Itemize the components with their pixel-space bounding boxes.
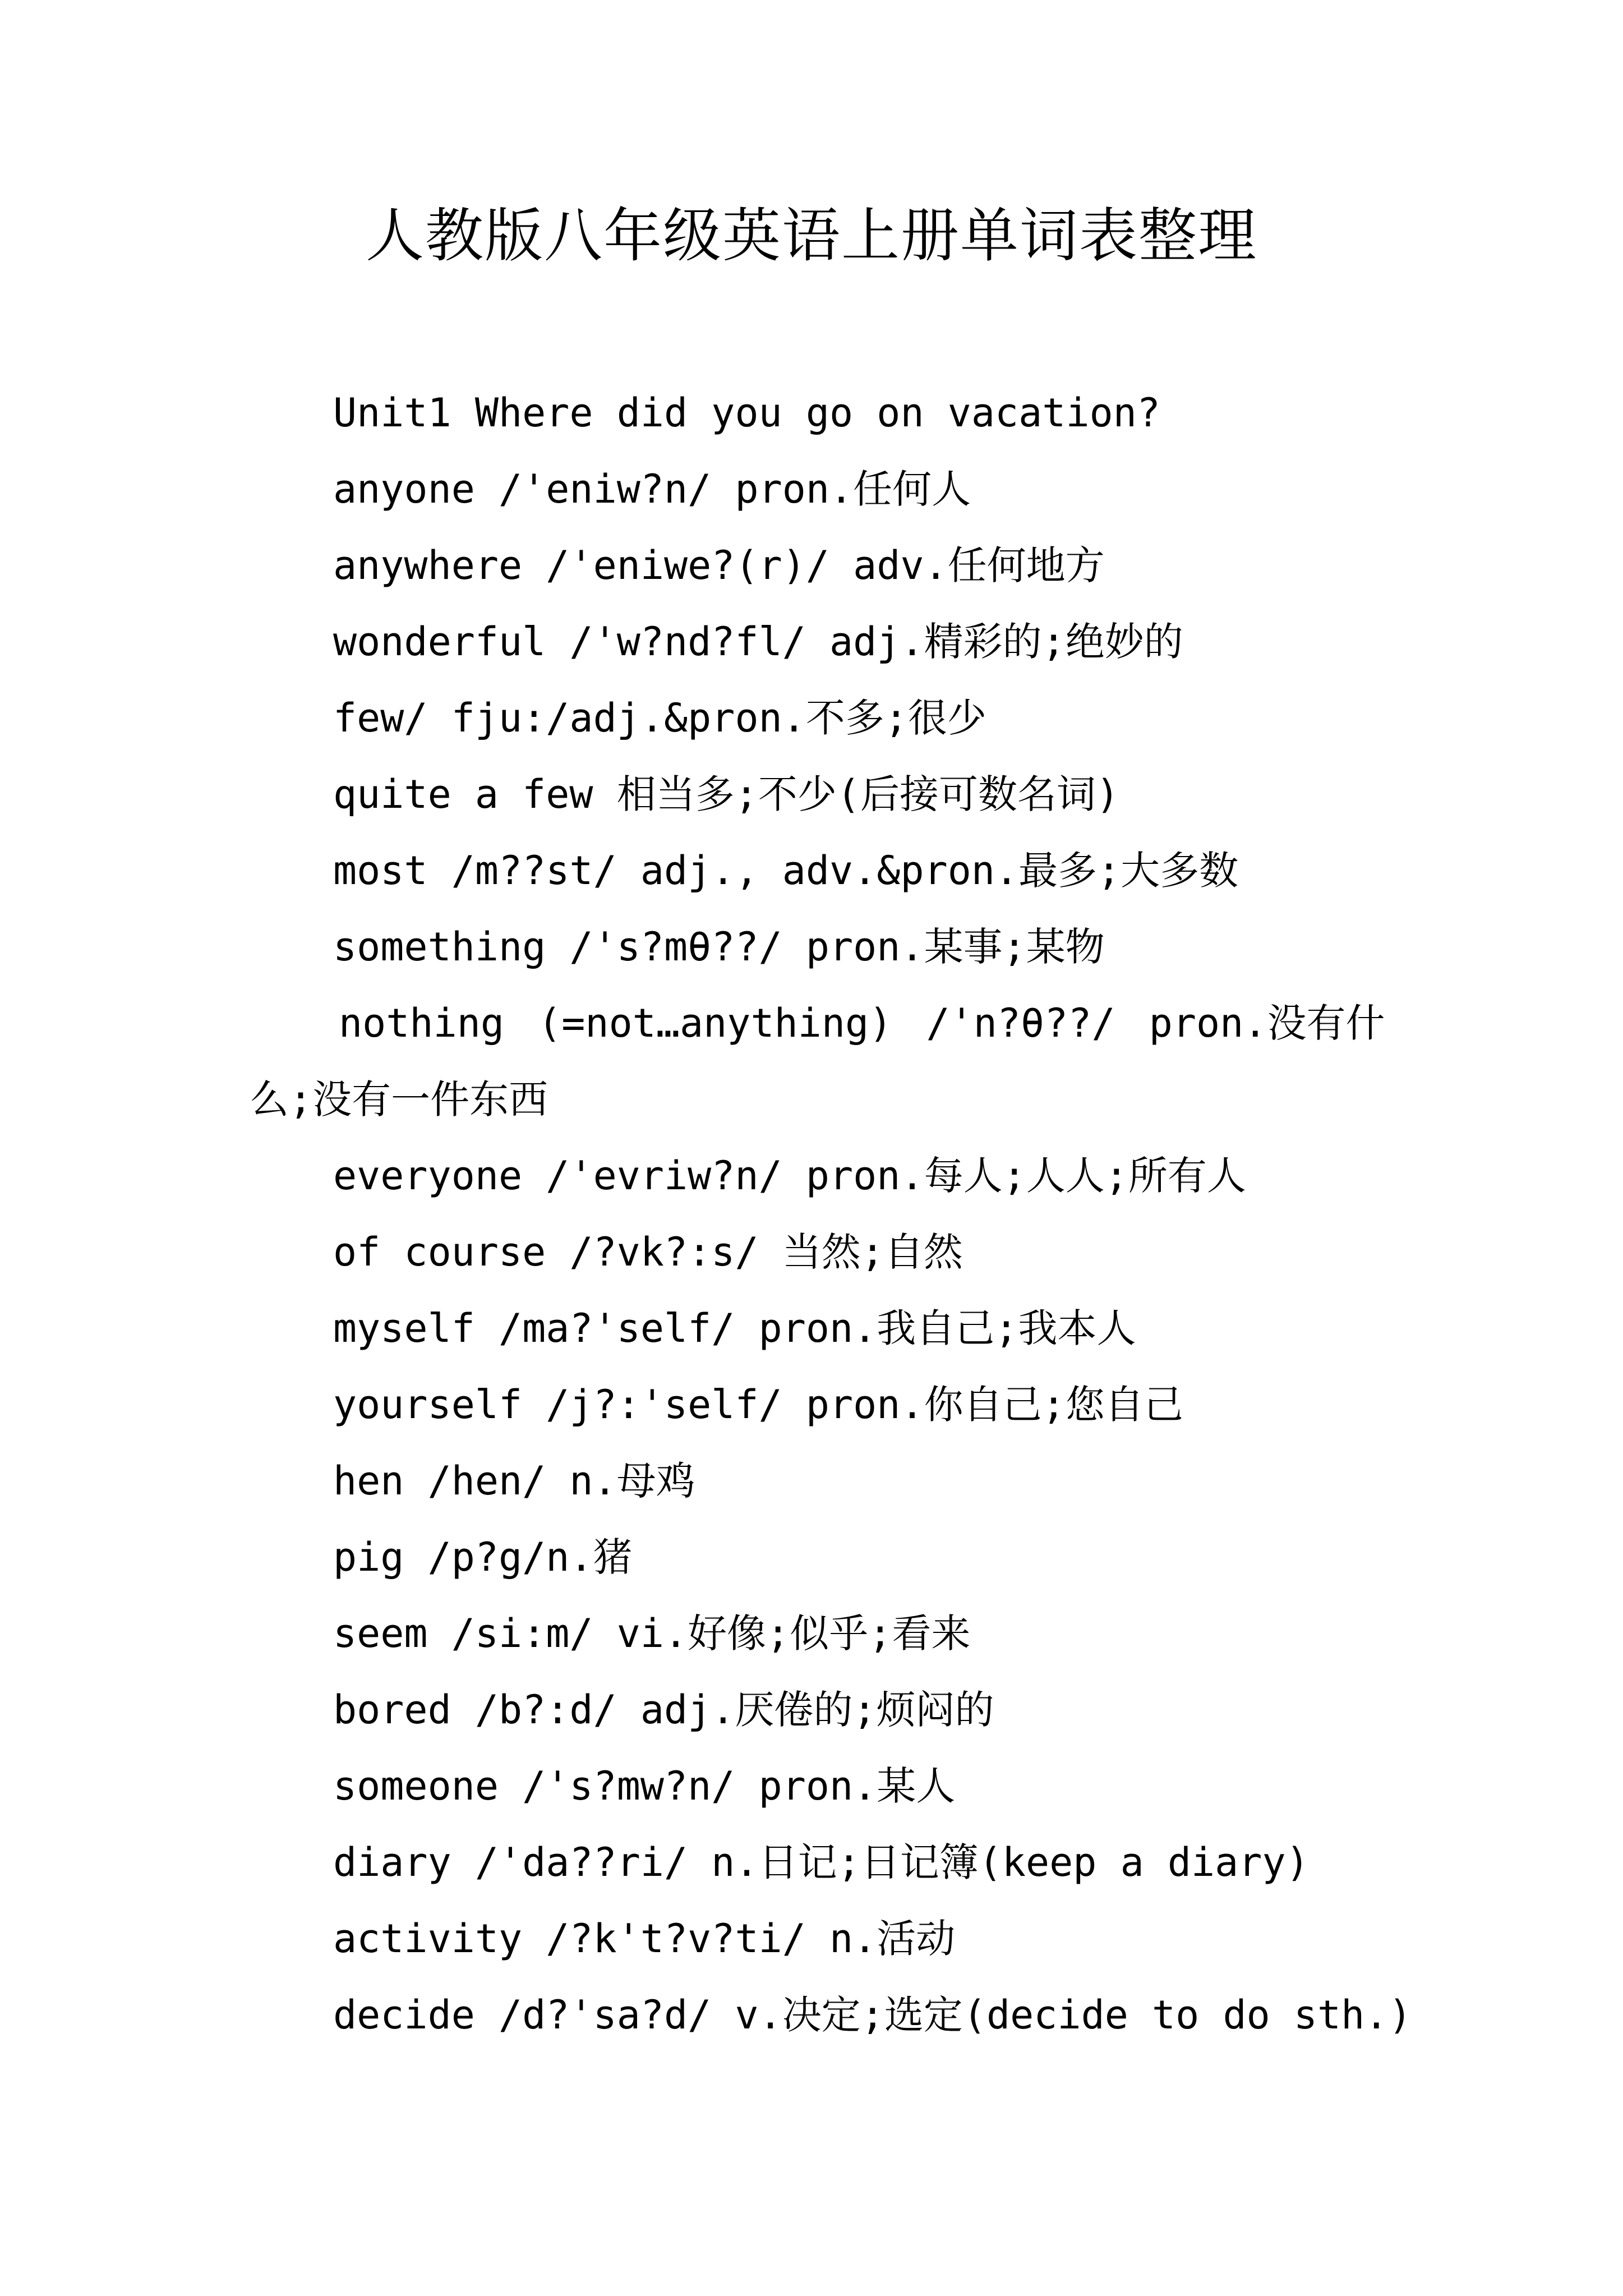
vocab-line: anyone /'eniw?n/ pron.任何人 xyxy=(333,466,971,512)
vocab-line: wonderful /'w?nd?fl/ adj.精彩的;绝妙的 xyxy=(333,619,1183,665)
vocab-line: yourself /j?:'self/ pron.你自己;您自己 xyxy=(333,1382,1183,1428)
vocab-line: diary /'da??ri/ n.日记;日记簿(keep a diary) xyxy=(333,1839,1310,1885)
vocab-line: everyone /'evriw?n/ pron.每人;人人;所有人 xyxy=(333,1153,1246,1199)
vocab-line: few/ fju:/adj.&pron.不多;很少 xyxy=(333,695,987,741)
vocab-line: bored /b?:d/ adj.厌倦的;烦闷的 xyxy=(333,1687,994,1733)
vocab-line: pig /p?g/n.猪 xyxy=(333,1534,633,1580)
vocab-line: of course /?vk?:s/ 当然;自然 xyxy=(333,1229,963,1275)
vocab-line: myself /ma?'self/ pron.我自己;我本人 xyxy=(333,1305,1136,1351)
page-title: 人教版八年级英语上册单词表整理 xyxy=(365,201,1257,270)
vocab-line: seem /si:m/ vi.好像;似乎;看来 xyxy=(333,1611,971,1657)
vocab-line: quite a few 相当多;不少(后接可数名词) xyxy=(333,771,1120,817)
vocab-line: most /m??st/ adj., adv.&pron.最多;大多数 xyxy=(333,848,1239,894)
vocab-line: nothing (=not…anything) /'n?θ??/ pron.没有什 xyxy=(339,1000,1385,1046)
vocab-line: activity /?k't?v?ti/ n.活动 xyxy=(333,1916,956,1962)
vocab-line: someone /'s?mw?n/ pron.某人 xyxy=(333,1763,956,1809)
vocab-line: hen /hen/ n.母鸡 xyxy=(333,1458,695,1504)
vocab-line-continuation: 么;没有一件东西 xyxy=(250,1076,548,1122)
vocab-line: anywhere /'eniwe?(r)/ adv.任何地方 xyxy=(333,542,1105,588)
vocabulary-list xyxy=(0,375,1623,2053)
unit-heading: Unit1 Where did you go on vacation? xyxy=(333,390,1161,436)
vocab-line: decide /d?'sa?d/ v.决定;选定(decide to do sth.) xyxy=(333,1992,1412,2038)
vocab-line: something /'s?mθ??/ pron.某事;某物 xyxy=(333,924,1105,970)
